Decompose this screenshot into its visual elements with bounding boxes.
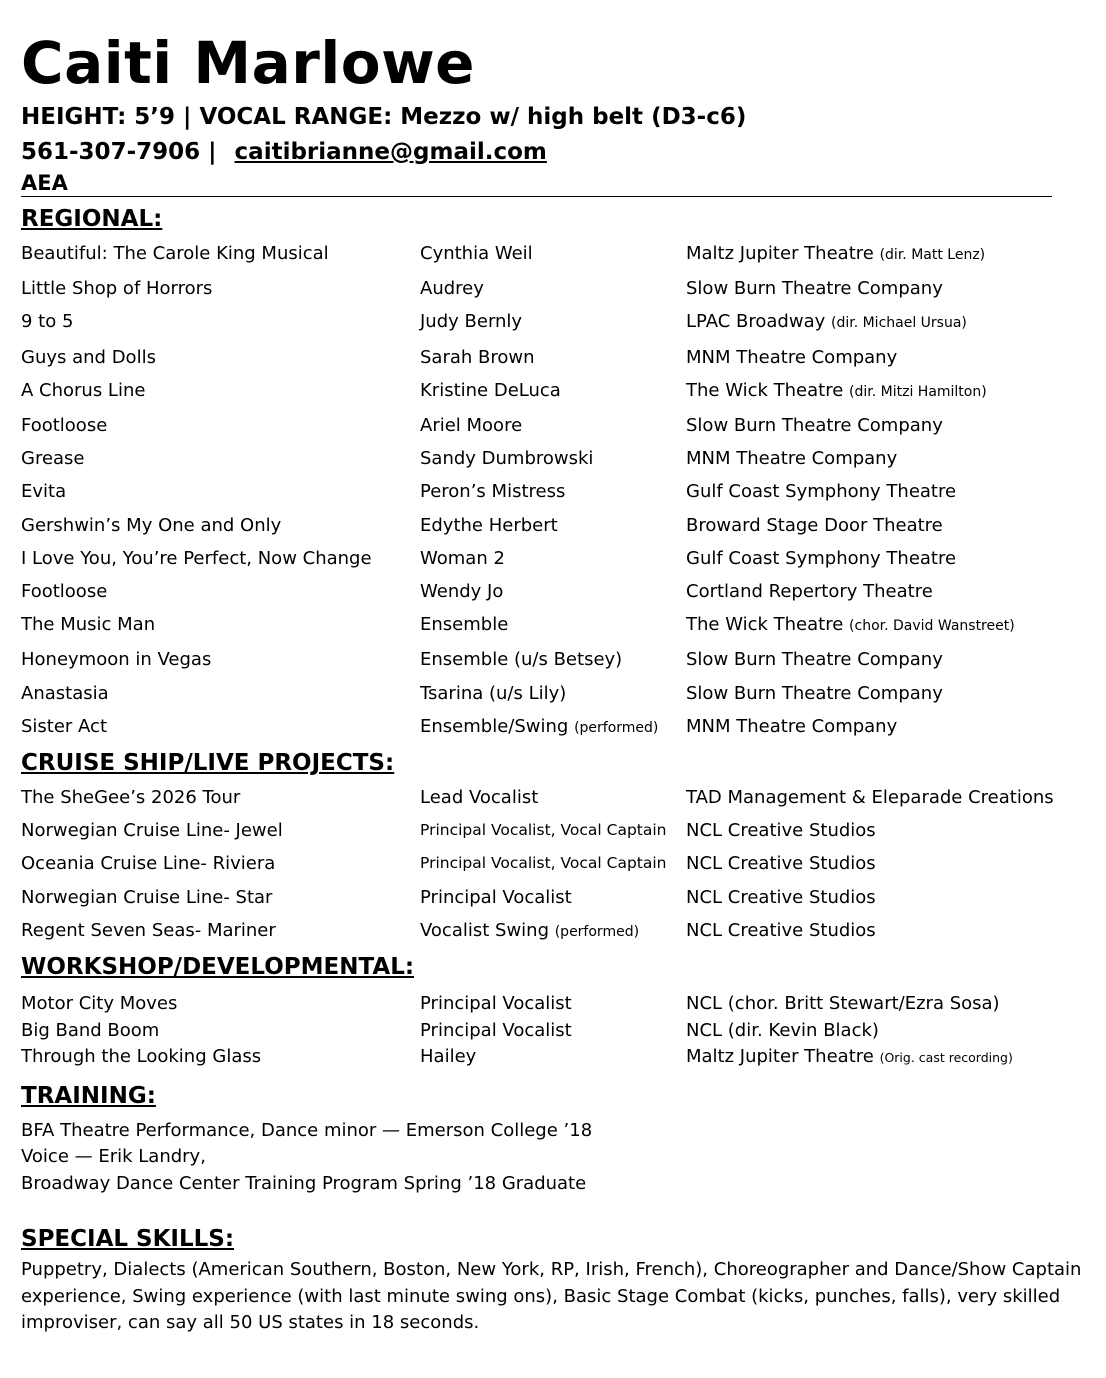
credit-row xyxy=(21,542,1091,575)
venue: NCL Creative Studios xyxy=(686,886,876,908)
workshop-list xyxy=(21,991,1091,1072)
role: Ensemble/Swing (performed) xyxy=(420,715,659,737)
show-title: Footloose xyxy=(21,581,108,603)
credit-row xyxy=(21,575,1091,608)
training-line: Broadway Dance Center Training Program Spring ’18 Graduate xyxy=(21,1172,587,1194)
show-title: Grease xyxy=(21,448,85,470)
stats-line: HEIGHT: 5’9 | VOCAL RANGE: Mezzo w/ high belt (D3-c6) xyxy=(21,104,747,130)
role: Principal Vocalist xyxy=(420,993,572,1015)
credit-row xyxy=(21,374,1091,409)
venue: Maltz Jupiter Theatre (Orig. cast recording) xyxy=(686,1046,1013,1068)
cruise-list xyxy=(21,781,1091,949)
venue: NCL Creative Studios xyxy=(686,919,876,941)
venue: MNM Theatre Company xyxy=(686,346,898,368)
role: Woman 2 xyxy=(420,547,505,569)
credit-row xyxy=(21,643,1091,676)
show-title: Motor City Moves xyxy=(21,993,178,1015)
show-title: Anastasia xyxy=(21,682,109,704)
skills-text: Puppetry, Dialects (American Southern, Boston, New York, RP, Irish, French), Choreographer and Dance/Show Captain experience, Swing experience (with last minute swing ons), Basic Stage Combat (kicks, punches, falls), very skilled improviser, can say all 50 US states in 18 seconds. xyxy=(21,1259,1082,1334)
show-title: Through the Looking Glass xyxy=(21,1046,262,1068)
contact-line xyxy=(21,135,1091,170)
venue: Cortland Repertory Theatre xyxy=(686,581,933,603)
credit-row xyxy=(21,914,1091,949)
credit-row xyxy=(21,847,1091,880)
role: Ariel Moore xyxy=(420,415,523,437)
role: Cynthia Weil xyxy=(420,243,533,264)
resume-page xyxy=(21,26,1091,1337)
show-title: Little Shop of Horrors xyxy=(21,278,213,300)
credit-row xyxy=(21,881,1091,914)
regional-list xyxy=(21,237,1091,745)
show-title: Guys and Dolls xyxy=(21,346,156,368)
credit-row xyxy=(21,475,1091,508)
cruise-heading: CRUISE SHIP/LIVE PROJECTS: xyxy=(21,750,395,777)
show-title: Oceania Cruise Line- Riviera xyxy=(21,853,276,875)
role: Edythe Herbert xyxy=(420,514,558,536)
show-title: I Love You, You’re Perfect, Now Change xyxy=(21,547,372,569)
training-line: Voice — Erik Landry, xyxy=(21,1146,206,1168)
credit-row xyxy=(21,677,1091,710)
credit-row xyxy=(21,305,1091,340)
show-title: A Chorus Line xyxy=(21,379,146,401)
training-list xyxy=(21,1118,1091,1198)
training-line: BFA Theatre Performance, Dance minor — Emerson College ’18 xyxy=(21,1119,593,1141)
role: Tsarina (u/s Lily) xyxy=(420,682,567,704)
credit-row xyxy=(21,341,1091,374)
venue: Slow Burn Theatre Company xyxy=(686,682,943,704)
venue: Maltz Jupiter Theatre (dir. Matt Lenz) xyxy=(686,243,986,264)
venue: NCL (chor. Britt Stewart/Ezra Sosa) xyxy=(686,993,1000,1015)
workshop-heading: WORKSHOP/DEVELOPMENTAL: xyxy=(21,954,415,981)
venue: Gulf Coast Symphony Theatre xyxy=(686,481,957,503)
credit-row xyxy=(21,237,1091,272)
credit-row xyxy=(21,814,1091,847)
venue: The Wick Theatre (dir. Mitzi Hamilton) xyxy=(686,379,987,401)
venue: Broward Stage Door Theatre xyxy=(686,514,943,536)
show-title: The SheGee’s 2026 Tour xyxy=(21,787,241,809)
credit-row xyxy=(21,710,1091,745)
show-title: Beautiful: The Carole King Musical xyxy=(21,243,329,264)
show-title: Sister Act xyxy=(21,715,108,737)
role: Principal Vocalist, Vocal Captain xyxy=(420,821,667,840)
show-title: Big Band Boom xyxy=(21,1019,160,1041)
credit-row xyxy=(21,991,1091,1018)
show-title: Evita xyxy=(21,481,67,503)
role: Principal Vocalist xyxy=(420,1019,572,1041)
role: Hailey xyxy=(420,1046,477,1068)
credit-row xyxy=(21,608,1091,643)
role: Ensemble xyxy=(420,614,509,636)
show-title: Norwegian Cruise Line- Star xyxy=(21,886,273,908)
venue: Gulf Coast Symphony Theatre xyxy=(686,547,957,569)
role: Judy Bernly xyxy=(420,311,523,333)
role: Ensemble (u/s Betsey) xyxy=(420,649,623,671)
venue: Slow Burn Theatre Company xyxy=(686,278,943,300)
venue: NCL (dir. Kevin Black) xyxy=(686,1019,879,1041)
credit-row xyxy=(21,1018,1091,1045)
performer-name: Caiti Marlowe xyxy=(21,29,475,97)
credit-row xyxy=(21,781,1091,814)
venue: LPAC Broadway (dir. Michael Ursua) xyxy=(686,311,967,333)
show-title: The Music Man xyxy=(21,614,156,636)
venue: Slow Burn Theatre Company xyxy=(686,415,943,437)
email-link[interactable]: caitibrianne@gmail.com xyxy=(234,139,547,165)
regional-heading: REGIONAL: xyxy=(21,206,163,232)
role: Sandy Dumbrowski xyxy=(420,448,594,470)
role: Principal Vocalist xyxy=(420,886,572,908)
show-title: Regent Seven Seas- Mariner xyxy=(21,919,276,941)
venue: MNM Theatre Company xyxy=(686,448,898,470)
credit-row xyxy=(21,272,1091,305)
training-heading: TRAINING: xyxy=(21,1082,156,1109)
venue: MNM Theatre Company xyxy=(686,715,898,737)
role: Peron’s Mistress xyxy=(420,481,566,503)
role: Audrey xyxy=(420,278,484,300)
role: Sarah Brown xyxy=(420,346,535,368)
credit-row xyxy=(21,509,1091,542)
show-title: Gershwin’s My One and Only xyxy=(21,514,282,536)
venue: NCL Creative Studios xyxy=(686,853,876,875)
phone-number: 561-307-7906 | xyxy=(21,139,217,165)
show-title: Norwegian Cruise Line- Jewel xyxy=(21,820,283,842)
credit-row xyxy=(21,1044,1091,1072)
credit-row xyxy=(21,409,1091,442)
show-title: 9 to 5 xyxy=(21,311,74,333)
show-title: Footloose xyxy=(21,415,108,437)
role: Vocalist Swing (performed) xyxy=(420,919,640,941)
role: Principal Vocalist, Vocal Captain xyxy=(420,854,667,873)
venue: NCL Creative Studios xyxy=(686,820,876,842)
union-affiliation: AEA xyxy=(21,170,1052,197)
venue: Slow Burn Theatre Company xyxy=(686,649,943,671)
role: Lead Vocalist xyxy=(420,787,539,809)
role: Wendy Jo xyxy=(420,581,504,603)
venue: The Wick Theatre (chor. David Wanstreet) xyxy=(686,614,1015,636)
skills-heading: SPECIAL SKILLS: xyxy=(21,1226,235,1253)
credit-row xyxy=(21,442,1091,475)
role: Kristine DeLuca xyxy=(420,379,561,401)
venue: TAD Management & Eleparade Creations xyxy=(686,787,1054,809)
show-title: Honeymoon in Vegas xyxy=(21,649,212,671)
